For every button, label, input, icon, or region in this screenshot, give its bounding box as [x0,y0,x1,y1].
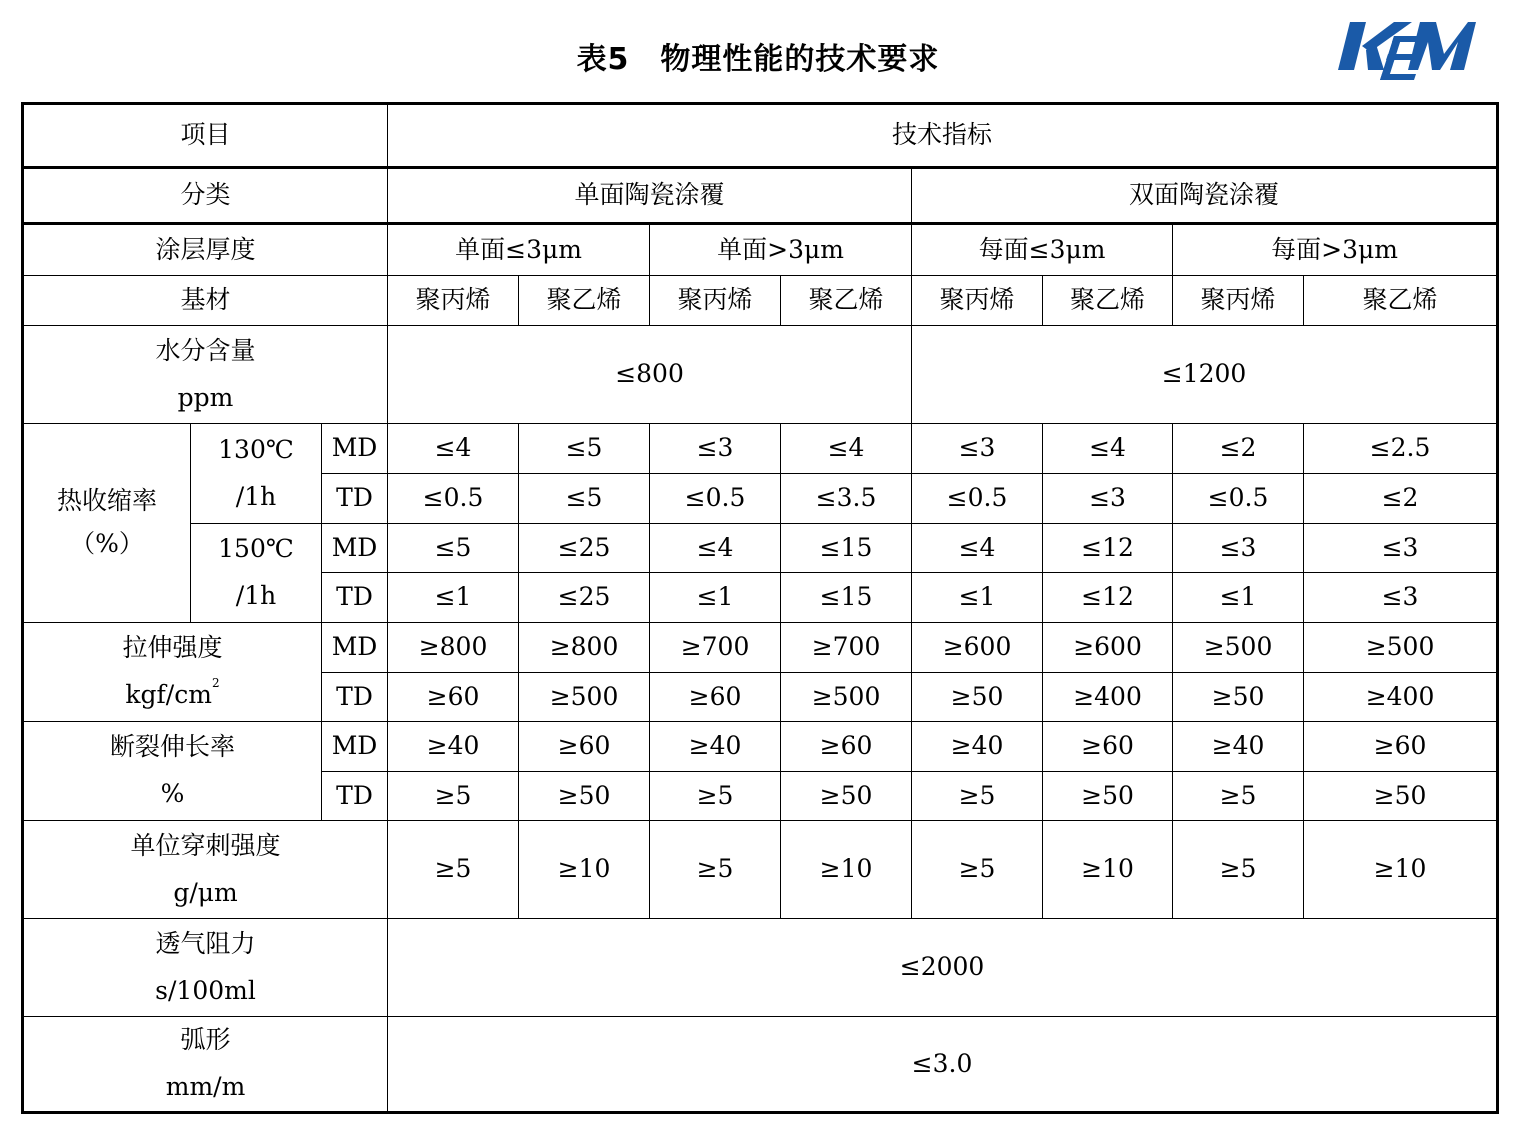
tensile-label: 拉伸强度 [122,633,223,663]
value-cell: ≥50 [781,772,912,821]
direction-td: TD [322,673,388,722]
value-cell: ≥5 [388,821,519,919]
elongation-unit: % [160,779,185,808]
substrate-cell: 聚丙烯 [388,276,519,326]
value-cell: ≥5 [1173,821,1304,919]
value-cell: ≤3.5 [781,474,912,524]
value-cell: ≥5 [650,821,781,919]
air-label: 透气阻力 [155,928,256,958]
value-cell: ≥50 [912,673,1043,722]
value-cell: ≤4 [1043,424,1173,474]
value-cell: ≥50 [1304,772,1498,821]
value-cell: ≤12 [1043,573,1173,623]
value-cell: ≥60 [1304,722,1498,772]
direction-md: MD [322,623,388,673]
duration-1h: /1h [235,581,277,610]
value-cell: ≥60 [388,673,519,722]
temp-150: 150℃ [218,534,294,564]
value-cell: ≥10 [1304,821,1498,919]
value-cell: ≥40 [650,722,781,772]
tensile-unit: kgf/$cm^2$ [125,676,220,709]
shrinkage-130-cell [191,424,322,524]
value-cell: ≤12 [1043,524,1173,573]
value-cell: ≥600 [912,623,1043,673]
value-cell: ≤0.5 [1173,474,1304,524]
substrate-cell: 聚乙烯 [519,276,650,326]
value-cell: ≥500 [519,673,650,722]
value-cell: ≥700 [650,623,781,673]
value-cell: ≥50 [1043,772,1173,821]
value-cell: ≤1 [912,573,1043,623]
direction-td: TD [322,772,388,821]
moisture-single-value: ≤800 [388,326,912,424]
value-cell: ≤0.5 [388,474,519,524]
value-cell: ≤4 [781,424,912,474]
thickness-cell: 单面>3μm [650,224,912,276]
single-coat-header: 单面陶瓷涂覆 [388,168,912,224]
value-cell: ≥5 [388,772,519,821]
value-cell: ≥60 [781,722,912,772]
double-coat-header: 双面陶瓷涂覆 [912,168,1498,224]
value-cell: ≤3 [1173,524,1304,573]
value-cell: ≤0.5 [912,474,1043,524]
value-cell: ≤5 [388,524,519,573]
value-cell: ≥5 [650,772,781,821]
direction-md: MD [322,722,388,772]
value-cell: ≥40 [912,722,1043,772]
value-cell: ≥10 [519,821,650,919]
substrate-cell: 聚丙烯 [1173,276,1304,326]
value-cell: ≥40 [388,722,519,772]
direction-md: MD [322,424,388,474]
value-cell: ≤4 [912,524,1043,573]
physical-properties-table [21,102,1499,1114]
elongation-label: 断裂伸长率 [109,732,235,762]
value-cell: ≤1 [388,573,519,623]
value-cell: ≥700 [781,623,912,673]
value-cell: ≤3 [1304,573,1498,623]
value-cell: ≤15 [781,573,912,623]
value-cell: ≤4 [388,424,519,474]
value-cell: ≤1 [650,573,781,623]
value-cell: ≥5 [1173,772,1304,821]
duration-1h: /1h [235,481,277,511]
value-cell: ≤3 [912,424,1043,474]
shrinkage-label-cell [23,424,191,623]
value-cell: ≥600 [1043,623,1173,673]
shrinkage-label: 热收缩率 [56,486,157,516]
puncture-label-cell [23,821,388,919]
table-title: 表5 物理性能的技术要求 [576,42,940,77]
puncture-label: 单位穿刺强度 [130,830,281,860]
thickness-cell: 单面≤3μm [388,224,650,276]
puncture-unit: g/μm [173,877,238,907]
temp-130: 130℃ [218,434,294,464]
value-cell: ≤5 [519,474,650,524]
value-cell: ≥60 [519,722,650,772]
value-cell: ≤1 [1173,573,1304,623]
value-cell: ≤3 [1304,524,1498,573]
value-cell: ≥800 [519,623,650,673]
substrate-label: 基材 [23,276,388,326]
value-cell: ≥400 [1043,673,1173,722]
substrate-cell: 聚丙烯 [650,276,781,326]
header-item: 项目 [23,104,388,168]
moisture-unit: ppm [177,382,234,412]
thickness-label: 涂层厚度 [23,224,388,276]
arc-value: ≤3.0 [388,1017,1498,1113]
value-cell: ≤25 [519,573,650,623]
value-cell: ≤4 [650,524,781,573]
thickness-cell: 每面>3μm [1173,224,1498,276]
moisture-label: 水分含量 [155,335,256,365]
direction-md: MD [322,524,388,573]
value-cell: ≤15 [781,524,912,573]
value-cell: ≥800 [388,623,519,673]
value-cell: ≤0.5 [650,474,781,524]
value-cell: ≥400 [1304,673,1498,722]
substrate-cell: 聚丙烯 [912,276,1043,326]
air-value: ≤2000 [388,919,1498,1017]
category-label: 分类 [23,168,388,224]
value-cell: ≥40 [1173,722,1304,772]
value-cell: ≤3 [650,424,781,474]
value-cell: ≥500 [1173,623,1304,673]
moisture-double-value: ≤1200 [912,326,1498,424]
value-cell: ≥50 [1173,673,1304,722]
value-cell: ≥500 [1304,623,1498,673]
value-cell: ≥10 [1043,821,1173,919]
substrate-cell: 聚乙烯 [781,276,912,326]
thickness-cell: 每面≤3μm [912,224,1173,276]
substrate-cell: 聚乙烯 [1043,276,1173,326]
air-label-cell [23,919,388,1017]
value-cell: ≤5 [519,424,650,474]
value-cell: ≤2.5 [1304,424,1498,474]
value-cell: ≥5 [912,772,1043,821]
arc-unit: mm/m [165,1072,246,1101]
tensile-label-cell [23,623,322,722]
arc-label-cell [23,1017,388,1113]
value-cell: ≤2 [1304,474,1498,524]
value-cell: ≤3 [1043,474,1173,524]
value-cell: ≥50 [519,772,650,821]
value-cell: ≤25 [519,524,650,573]
value-cell: ≥5 [912,821,1043,919]
value-cell: ≥10 [781,821,912,919]
substrate-cell: 聚乙烯 [1304,276,1498,326]
value-cell: ≥500 [781,673,912,722]
shrinkage-unit: （%） [70,529,144,558]
moisture-label-cell [23,326,388,424]
direction-td: TD [322,573,388,623]
value-cell: ≥60 [650,673,781,722]
value-cell: ≥60 [1043,722,1173,772]
kem-logo [1336,14,1476,86]
air-unit: s/100ml [155,975,256,1005]
elongation-label-cell [23,722,322,821]
value-cell: ≤2 [1173,424,1304,474]
direction-td: TD [322,474,388,524]
header-tech-index: 技术指标 [388,104,1498,168]
arc-label: 弧形 [180,1025,231,1055]
shrinkage-150-cell [191,524,322,623]
